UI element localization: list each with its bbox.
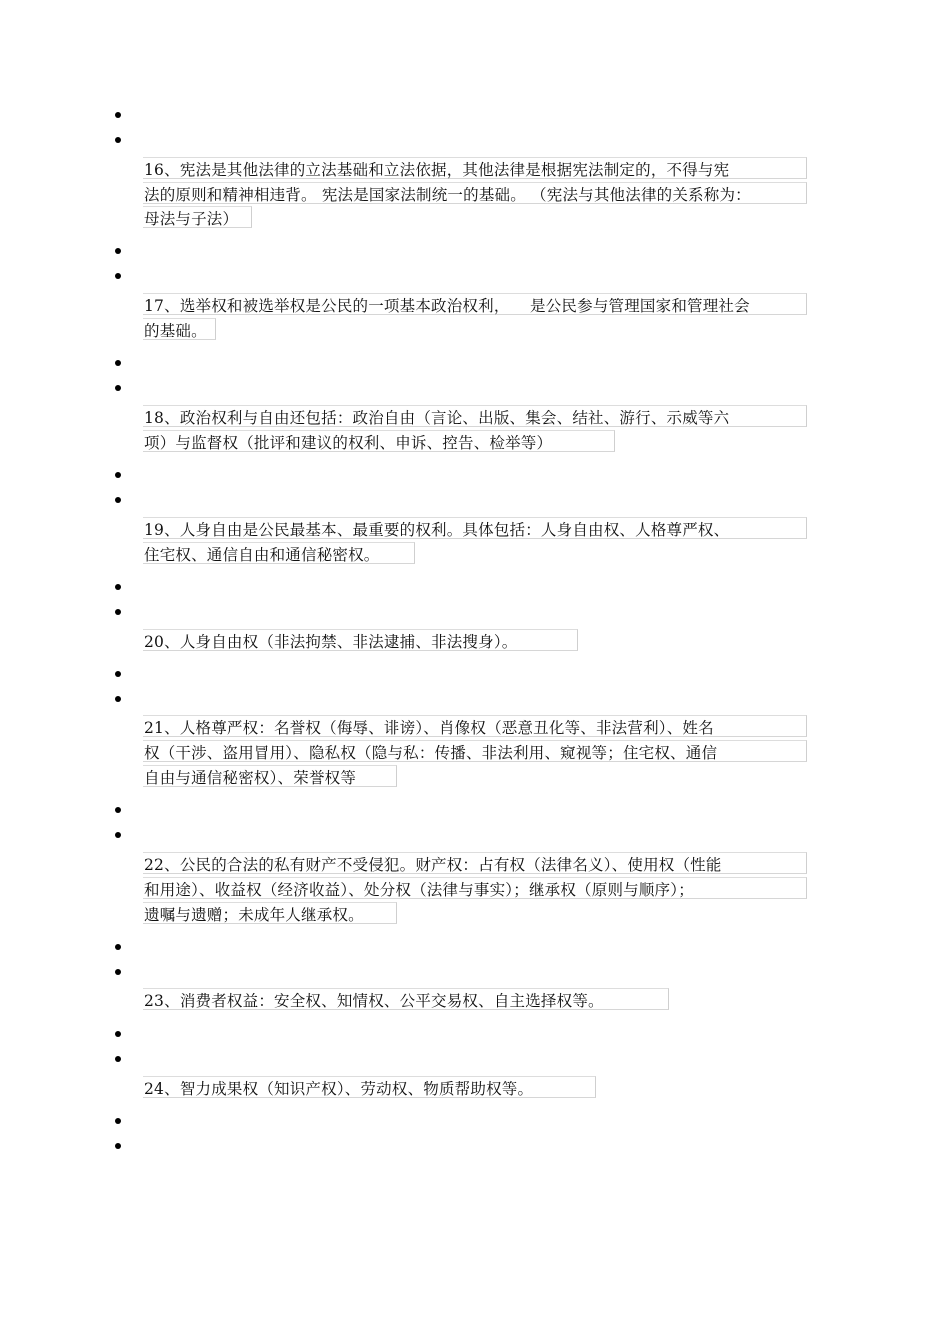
item-19-line-1: 19、人身自由是公民最基本、最重要的权利。具体包括：人身自由权、人格尊严权、 [143,517,807,539]
item-24-line-1: 24、智力成果权（知识产权）、劳动权、物质帮助权等。 [143,1076,596,1098]
bullet-point [115,584,121,590]
item-16-line-2: 法的原则和精神相违背。 宪法是国家法制统一的基础。 （宪法与其他法律的关系称为： [143,182,807,204]
bullet-point [115,807,121,813]
item-20-line-1: 20、人身自由权（非法拘禁、非法逮捕、非法搜身）。 [143,629,578,651]
item-21-line-3: 自由与通信秘密权）、荣誉权等 [143,765,397,787]
bullet-point [115,112,121,118]
item-23-line-1: 23、消费者权益：安全权、知情权、公平交易权、自主选择权等。 [143,988,669,1010]
bullet-point [115,497,121,503]
bullet-point [115,248,121,254]
item-16-line-3: 母法与子法） [143,206,252,228]
bullet-point [115,696,121,702]
item-18-line-1: 18、政治权利与自由还包括：政治自由（言论、出版、集会、结社、游行、示威等六 [143,405,807,427]
item-21-line-1: 21、人格尊严权：名誉权（侮辱、诽谤）、肖像权（恶意丑化等、非法营利）、姓名 [143,715,807,737]
item-21-line-2: 权（干涉、盗用冒用）、隐私权（隐与私：传播、非法利用、窥视等；住宅权、通信 [143,740,807,762]
item-17-line-1: 17、选举权和被选举权是公民的一项基本政治权利， 是公民参与管理国家和管理社会 [143,293,807,315]
bullet-point [115,360,121,366]
bullet-point [115,969,121,975]
bullet-point [115,137,121,143]
item-22-line-2: 和用途）、收益权（经济收益）、处分权（法律与事实）；继承权（原则与顺序）； [143,877,807,899]
item-17-line-2: 的基础。 [143,318,216,340]
bullet-point [115,385,121,391]
bullet-point [115,671,121,677]
item-19-line-2: 住宅权、通信自由和通信秘密权。 [143,542,415,564]
item-22-line-1: 22、公民的合法的私有财产不受侵犯。财产权：占有权（法律名义）、使用权（性能 [143,852,807,874]
bullet-point [115,1056,121,1062]
bullet-point [115,609,121,615]
bullet-point [115,1031,121,1037]
bullet-point [115,1143,121,1149]
item-22-line-3: 遗嘱与遗赠；未成年人继承权。 [143,902,397,924]
bullet-point [115,944,121,950]
item-16-line-1: 16、宪法是其他法律的立法基础和立法依据，其他法律是根据宪法制定的，不得与宪 [143,157,807,179]
bullet-point [115,832,121,838]
bullet-point [115,472,121,478]
item-18-line-2: 项）与监督权（批评和建议的权利、申诉、控告、检举等） [143,430,615,452]
bullet-point [115,273,121,279]
bullet-point [115,1118,121,1124]
